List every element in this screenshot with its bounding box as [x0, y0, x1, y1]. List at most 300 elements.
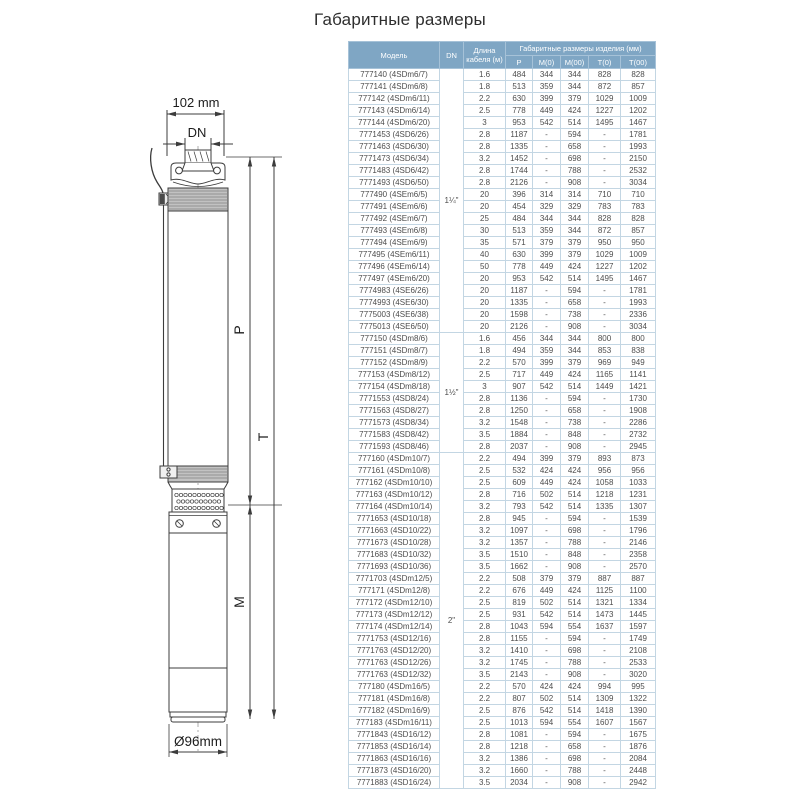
cell-p: 793 [506, 501, 533, 513]
coupling-band [169, 512, 227, 533]
cell-cable: 2.5 [464, 609, 506, 621]
cell-t00: 710 [621, 189, 656, 201]
cell-cable: 2.2 [464, 681, 506, 693]
cell-model: 7771653 (4SD10/18) [349, 513, 440, 525]
bolt-hole-right [214, 167, 221, 174]
cell-m0: 344 [533, 69, 561, 81]
cell-t0: - [589, 561, 621, 573]
cell-p: 1187 [506, 285, 533, 297]
cell-model: 7771593 (4SD8/46) [349, 441, 440, 453]
cell-cable: 1.8 [464, 345, 506, 357]
cell-t00: 1730 [621, 393, 656, 405]
table-row [349, 261, 656, 273]
table-row [349, 345, 656, 357]
cell-t0: 828 [589, 69, 621, 81]
table-row [349, 393, 656, 405]
cell-t00: 857 [621, 225, 656, 237]
cell-p: 484 [506, 69, 533, 81]
cell-cable: 3.2 [464, 537, 506, 549]
table-row [349, 429, 656, 441]
cell-model: 7771683 (4SD10/32) [349, 549, 440, 561]
cell-m0: - [533, 645, 561, 657]
cell-t00: 1141 [621, 369, 656, 381]
cell-t0: 1321 [589, 597, 621, 609]
table-row [349, 693, 656, 705]
cell-t0: 1449 [589, 381, 621, 393]
cell-t00: 1033 [621, 477, 656, 489]
table-row [349, 501, 656, 513]
cell-cable: 3.2 [464, 657, 506, 669]
cell-t00: 1796 [621, 525, 656, 537]
cell-cable: 3.2 [464, 753, 506, 765]
table-row [349, 633, 656, 645]
cell-t00: 956 [621, 465, 656, 477]
cell-m00: 514 [561, 597, 589, 609]
cell-m00: 514 [561, 273, 589, 285]
dimension-t [255, 157, 276, 719]
cell-m00: 554 [561, 621, 589, 633]
cell-m00: 698 [561, 645, 589, 657]
cell-t0: - [589, 153, 621, 165]
cell-m0: - [533, 777, 561, 789]
cell-m0: 344 [533, 333, 561, 345]
cell-cable: 20 [464, 285, 506, 297]
cell-model: 7774993 (4SE6/30) [349, 297, 440, 309]
header-dim-t0: T(0) [589, 56, 621, 69]
cell-t00: 1567 [621, 717, 656, 729]
cell-m00: 514 [561, 693, 589, 705]
cell-model: 777497 (4SEm6/20) [349, 273, 440, 285]
cell-p: 931 [506, 609, 533, 621]
cell-cable: 2.8 [464, 633, 506, 645]
cell-model: 777496 (4SEm6/14) [349, 261, 440, 273]
cell-m00: 514 [561, 609, 589, 621]
cell-p: 778 [506, 105, 533, 117]
cell-model: 777151 (4SDm8/7) [349, 345, 440, 357]
cell-cable: 1.8 [464, 81, 506, 93]
cell-m00: 424 [561, 477, 589, 489]
cell-m00: 848 [561, 549, 589, 561]
cell-cable: 3.2 [464, 645, 506, 657]
table-row [349, 297, 656, 309]
cell-t00: 2146 [621, 537, 656, 549]
cell-p: 1136 [506, 393, 533, 405]
cell-model: 777141 (4SDm6/8) [349, 81, 440, 93]
table-row [349, 777, 656, 789]
table-row [349, 237, 656, 249]
cell-model: 777152 (4SDm8/9) [349, 357, 440, 369]
cell-cable: 50 [464, 261, 506, 273]
cell-cable: 3.5 [464, 777, 506, 789]
cell-m0: - [533, 429, 561, 441]
cell-model: 777172 (4SDm12/10) [349, 597, 440, 609]
table-row [349, 273, 656, 285]
pump-top-ribbed-band [168, 188, 228, 211]
cell-t0: - [589, 537, 621, 549]
cell-cable: 2.2 [464, 453, 506, 465]
cell-p: 819 [506, 597, 533, 609]
page-title: Габаритные размеры [314, 10, 486, 29]
cell-t00: 2732 [621, 429, 656, 441]
cell-model: 777493 (4SEm6/8) [349, 225, 440, 237]
cell-model: 777491 (4SEm6/6) [349, 201, 440, 213]
cell-m00: 379 [561, 357, 589, 369]
cell-p: 1548 [506, 417, 533, 429]
cell-m0: - [533, 441, 561, 453]
cell-p: 1335 [506, 297, 533, 309]
cell-cable: 2.8 [464, 129, 506, 141]
cell-p: 494 [506, 345, 533, 357]
cell-t0: - [589, 549, 621, 561]
cell-m0: 542 [533, 273, 561, 285]
cell-m00: 594 [561, 633, 589, 645]
cell-p: 1155 [506, 633, 533, 645]
header-cable-length: Длина кабеля (м) [464, 42, 506, 69]
cell-m00: 514 [561, 381, 589, 393]
cell-model: 7771753 (4SD12/16) [349, 633, 440, 645]
cell-m0: 542 [533, 609, 561, 621]
cell-t00: 2358 [621, 549, 656, 561]
cell-m0: - [533, 765, 561, 777]
discharge-port [185, 150, 211, 163]
cell-m0: 314 [533, 189, 561, 201]
cell-t0: - [589, 645, 621, 657]
cell-t00: 2448 [621, 765, 656, 777]
cell-m00: 344 [561, 213, 589, 225]
table-row [349, 609, 656, 621]
cell-t0: 1495 [589, 273, 621, 285]
cell-m0: - [533, 405, 561, 417]
cell-m00: 379 [561, 573, 589, 585]
cell-m00: 424 [561, 681, 589, 693]
cell-t00: 2084 [621, 753, 656, 765]
cell-t00: 1445 [621, 609, 656, 621]
cell-t0: 1029 [589, 93, 621, 105]
cell-t00: 873 [621, 453, 656, 465]
cell-p: 1218 [506, 741, 533, 753]
cell-p: 1043 [506, 621, 533, 633]
cell-model: 777163 (4SDm10/12) [349, 489, 440, 501]
table-row [349, 165, 656, 177]
cell-m0: - [533, 741, 561, 753]
cell-m00: 908 [561, 777, 589, 789]
cell-m0: 359 [533, 225, 561, 237]
cell-t0: - [589, 777, 621, 789]
cell-t0: 828 [589, 213, 621, 225]
cell-cable: 2.2 [464, 585, 506, 597]
cell-p: 716 [506, 489, 533, 501]
cell-model: 7771483 (4SD6/42) [349, 165, 440, 177]
cell-m0: 399 [533, 453, 561, 465]
cell-m0: - [533, 729, 561, 741]
cell-model: 7775013 (4SE6/50) [349, 321, 440, 333]
cell-cable: 3.5 [464, 561, 506, 573]
cell-m0: - [533, 417, 561, 429]
table-row [349, 585, 656, 597]
cell-cable: 1.6 [464, 69, 506, 81]
cell-m00: 908 [561, 177, 589, 189]
table-row [349, 177, 656, 189]
cell-m0: 424 [533, 681, 561, 693]
cell-t0: 893 [589, 453, 621, 465]
table-row [349, 381, 656, 393]
table-row [349, 225, 656, 237]
cell-t0: - [589, 753, 621, 765]
cell-m00: 424 [561, 585, 589, 597]
cell-m00: 514 [561, 501, 589, 513]
table-row [349, 249, 656, 261]
table-row [349, 717, 656, 729]
cell-t0: 800 [589, 333, 621, 345]
cell-model: 7771473 (4SD6/34) [349, 153, 440, 165]
cell-m0: 542 [533, 705, 561, 717]
cell-cable: 1.6 [464, 333, 506, 345]
cell-t00: 1675 [621, 729, 656, 741]
cell-t00: 1307 [621, 501, 656, 513]
cell-p: 570 [506, 357, 533, 369]
cell-m00: 658 [561, 297, 589, 309]
cell-t00: 2532 [621, 165, 656, 177]
cell-m00: 594 [561, 393, 589, 405]
table-row [349, 213, 656, 225]
cell-model: 777162 (4SDm10/10) [349, 477, 440, 489]
cell-p: 717 [506, 369, 533, 381]
cell-p: 2034 [506, 777, 533, 789]
table-row [349, 729, 656, 741]
cell-model: 777161 (4SDm10/8) [349, 465, 440, 477]
cell-p: 1745 [506, 657, 533, 669]
cell-model: 7774983 (4SE6/26) [349, 285, 440, 297]
table-row [349, 321, 656, 333]
table-row [349, 153, 656, 165]
cell-cable: 2.2 [464, 357, 506, 369]
cell-m0: 399 [533, 93, 561, 105]
table-row [349, 189, 656, 201]
cell-cable: 2.8 [464, 393, 506, 405]
cell-t00: 887 [621, 573, 656, 585]
cell-p: 1744 [506, 165, 533, 177]
cell-t0: 1029 [589, 249, 621, 261]
cell-model: 7771573 (4SD8/34) [349, 417, 440, 429]
cell-t00: 1993 [621, 297, 656, 309]
cell-p: 570 [506, 681, 533, 693]
cell-p: 396 [506, 189, 533, 201]
cell-m0: 359 [533, 345, 561, 357]
cell-m00: 314 [561, 189, 589, 201]
cell-t00: 2336 [621, 309, 656, 321]
cell-m00: 908 [561, 321, 589, 333]
cell-model: 7775003 (4SE6/38) [349, 309, 440, 321]
header-model: Модель [349, 42, 440, 69]
cell-model: 777180 (4SDm16/5) [349, 681, 440, 693]
cell-t00: 1100 [621, 585, 656, 597]
cell-model: 777181 (4SDm16/8) [349, 693, 440, 705]
cell-m0: - [533, 165, 561, 177]
cell-p: 456 [506, 333, 533, 345]
cell-t0: - [589, 525, 621, 537]
cell-t0: - [589, 177, 621, 189]
pump-head [171, 163, 225, 187]
cell-cable: 25 [464, 213, 506, 225]
cell-m00: 594 [561, 129, 589, 141]
cell-m00: 738 [561, 417, 589, 429]
cell-m0: - [533, 549, 561, 561]
table-row [349, 753, 656, 765]
cell-t00: 1597 [621, 621, 656, 633]
cell-t00: 2942 [621, 777, 656, 789]
cell-t0: - [589, 141, 621, 153]
cell-t0: 950 [589, 237, 621, 249]
cell-m0: 542 [533, 117, 561, 129]
cell-t0: - [589, 765, 621, 777]
cell-cable: 2.8 [464, 621, 506, 633]
cell-m00: 594 [561, 729, 589, 741]
cell-t0: - [589, 285, 621, 297]
table-row [349, 465, 656, 477]
cell-m00: 788 [561, 657, 589, 669]
cell-model: 777490 (4SEm6/5) [349, 189, 440, 201]
cell-model: 777182 (4SDm16/9) [349, 705, 440, 717]
dimension-t-label: T [255, 432, 271, 442]
cell-cable: 20 [464, 273, 506, 285]
dimension-diameter [169, 724, 227, 757]
cell-t0: 956 [589, 465, 621, 477]
cell-model: 777174 (4SDm12/14) [349, 621, 440, 633]
cell-m00: 514 [561, 489, 589, 501]
cell-t0: 1473 [589, 609, 621, 621]
cell-model: 7771863 (4SD16/16) [349, 753, 440, 765]
cell-dn: 2" [440, 453, 464, 789]
cell-m0: 329 [533, 201, 561, 213]
cell-p: 513 [506, 225, 533, 237]
cell-t00: 1390 [621, 705, 656, 717]
table-row [349, 129, 656, 141]
cell-m0: 399 [533, 249, 561, 261]
cell-t0: - [589, 129, 621, 141]
cell-p: 484 [506, 213, 533, 225]
cell-m0: - [533, 657, 561, 669]
cell-cable: 30 [464, 225, 506, 237]
cell-m0: 399 [533, 357, 561, 369]
cell-t00: 1539 [621, 513, 656, 525]
cell-p: 609 [506, 477, 533, 489]
cell-m0: - [533, 129, 561, 141]
cell-t0: 1637 [589, 621, 621, 633]
cell-t0: 887 [589, 573, 621, 585]
cell-m00: 788 [561, 165, 589, 177]
cell-cable: 2.2 [464, 693, 506, 705]
cell-cable: 3.2 [464, 417, 506, 429]
cell-t00: 1467 [621, 117, 656, 129]
cell-t0: 1058 [589, 477, 621, 489]
cell-cable: 2.2 [464, 573, 506, 585]
cell-p: 1386 [506, 753, 533, 765]
cell-p: 513 [506, 81, 533, 93]
cell-t00: 1993 [621, 141, 656, 153]
cell-model: 777144 (4SDm6/20) [349, 117, 440, 129]
cell-m00: 344 [561, 345, 589, 357]
cell-t0: 872 [589, 225, 621, 237]
cell-p: 2126 [506, 321, 533, 333]
table-row [349, 369, 656, 381]
cell-model: 777153 (4SDm8/12) [349, 369, 440, 381]
cell-cable: 20 [464, 309, 506, 321]
table-row [349, 669, 656, 681]
cell-t0: 1607 [589, 717, 621, 729]
cell-model: 7771873 (4SD16/20) [349, 765, 440, 777]
cell-m00: 788 [561, 537, 589, 549]
cell-t0: 1165 [589, 369, 621, 381]
bolt-hole-left [176, 167, 183, 174]
cell-t00: 1467 [621, 273, 656, 285]
dimension-diameter-label: Ø96mm [173, 734, 223, 749]
cell-m00: 379 [561, 237, 589, 249]
cell-t00: 2286 [621, 417, 656, 429]
cell-model: 7771703 (4SDm12/5) [349, 573, 440, 585]
cell-p: 1250 [506, 405, 533, 417]
cell-m00: 379 [561, 453, 589, 465]
table-row [349, 513, 656, 525]
cell-p: 945 [506, 513, 533, 525]
cell-t00: 1876 [621, 741, 656, 753]
table-row [349, 105, 656, 117]
cell-t0: - [589, 741, 621, 753]
table-row [349, 93, 656, 105]
cell-p: 1410 [506, 645, 533, 657]
cell-t00: 1009 [621, 93, 656, 105]
cell-p: 2126 [506, 177, 533, 189]
cell-model: 7771853 (4SD16/14) [349, 741, 440, 753]
cell-m00: 329 [561, 201, 589, 213]
cell-t00: 1781 [621, 285, 656, 297]
cell-t0: 1218 [589, 489, 621, 501]
cell-p: 1452 [506, 153, 533, 165]
cell-m0: 449 [533, 477, 561, 489]
cell-m0: - [533, 285, 561, 297]
cell-cable: 20 [464, 297, 506, 309]
intake-screen [172, 489, 224, 512]
cell-t0: - [589, 165, 621, 177]
cell-model: 7771583 (4SD8/42) [349, 429, 440, 441]
table-row [349, 201, 656, 213]
cell-m00: 514 [561, 117, 589, 129]
cell-t00: 1334 [621, 597, 656, 609]
cell-model: 7771673 (4SD10/28) [349, 537, 440, 549]
cell-m00: 908 [561, 669, 589, 681]
cell-p: 571 [506, 237, 533, 249]
cell-t0: - [589, 441, 621, 453]
cell-m0: 502 [533, 693, 561, 705]
cell-p: 1357 [506, 537, 533, 549]
cell-m0: - [533, 753, 561, 765]
cell-cable: 2.8 [464, 165, 506, 177]
cell-t0: 1227 [589, 261, 621, 273]
cell-p: 907 [506, 381, 533, 393]
cell-m0: - [533, 561, 561, 573]
table-row [349, 81, 656, 93]
dimension-102mm-label: 102 mm [172, 95, 220, 110]
cell-cable: 2.8 [464, 741, 506, 753]
cell-t00: 1322 [621, 693, 656, 705]
cell-p: 1097 [506, 525, 533, 537]
cell-cable: 2.5 [464, 477, 506, 489]
cell-m00: 658 [561, 741, 589, 753]
cell-cable: 20 [464, 321, 506, 333]
cell-t0: 783 [589, 201, 621, 213]
cell-t00: 3034 [621, 177, 656, 189]
cell-p: 778 [506, 261, 533, 273]
cell-t00: 2108 [621, 645, 656, 657]
